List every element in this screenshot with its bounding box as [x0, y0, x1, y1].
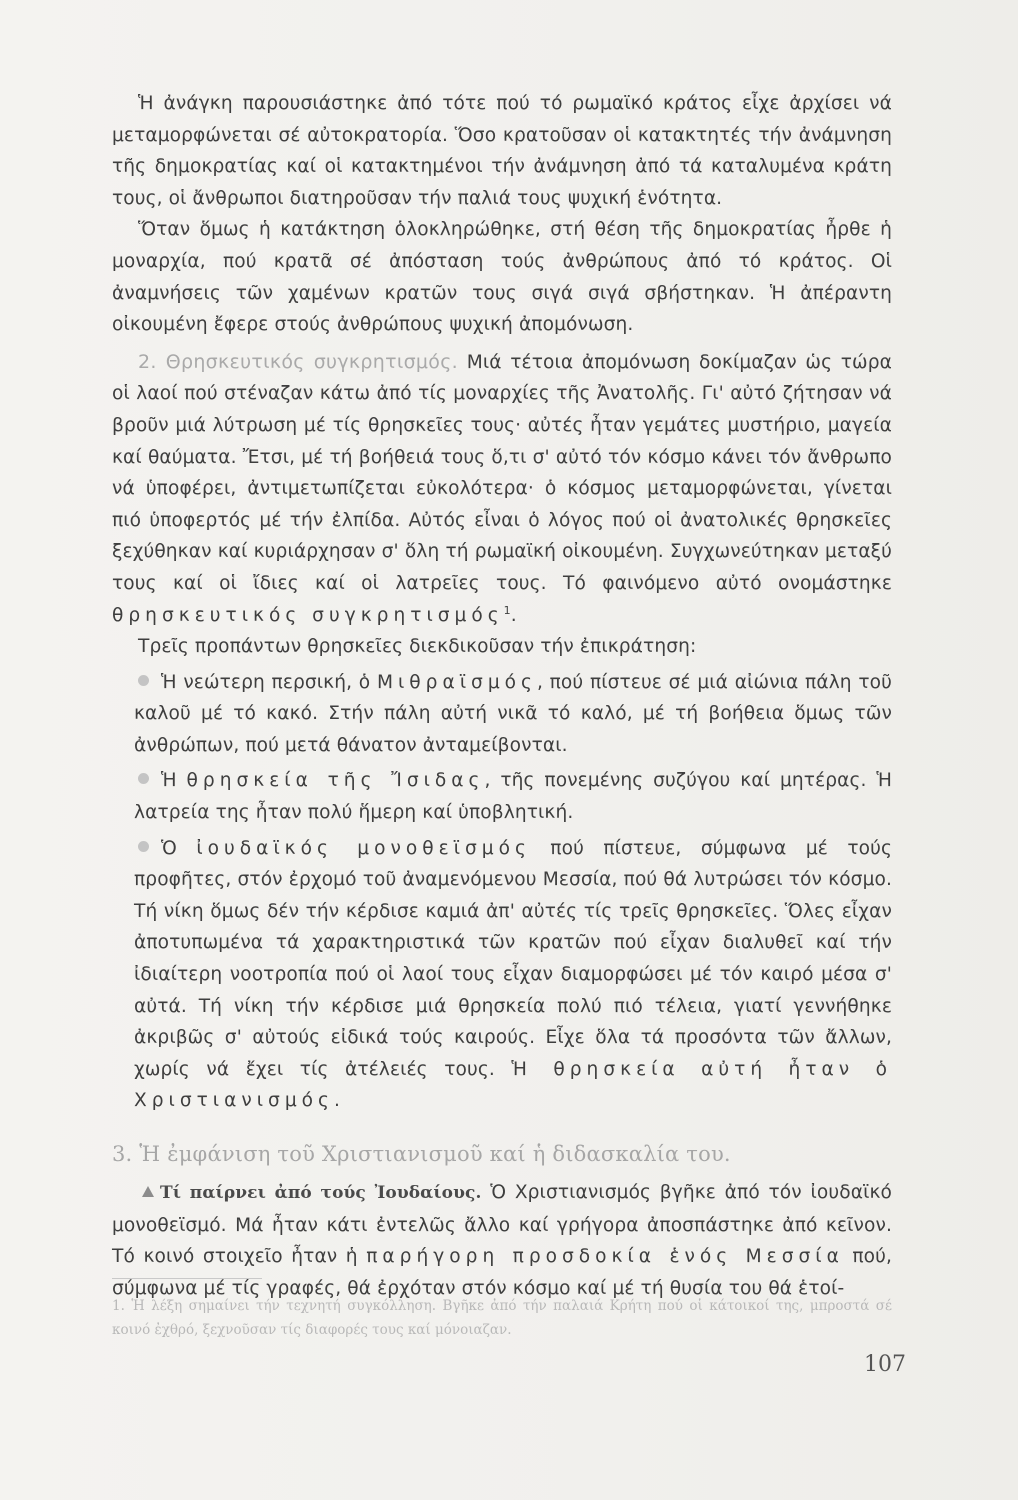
page-number: 107 [864, 1352, 906, 1377]
section-3-paragraph [112, 1177, 892, 1304]
paragraph-2: Ὅταν ὅμως ἡ κατάκτηση ὁλοκληρώθηκε, στή θέση τῆς δημοκρατίας ἦρθε ἡ μοναρχία, πού κρατᾶ σέ ἀπόσταση τούς ἀνθρώπους ἀπό τό κράτος. Οἱ ἀναμνήσεις τῶν χαμένων κρατῶν τους σιγά σιγά σβήστηκαν. Ἡ ἀπέραντη οἰκουμένη ἔφερε στούς ἀνθρώπους ψυχική ἀπομόνωση. [112, 219, 892, 336]
section-3-text-1: Ὁ Χριστιανισμός βγῆκε ἀπό τόν ἰουδαϊκό μονοθεϊσμό. Μά ἦταν κάτι ἐντελῶς ἄλλο καί γρήγορα ἀποσπάστηκε ἀπό κεῖνον. Τό κοινό στοιχεῖο ἦταν ἡ [112, 1182, 892, 1268]
bullet-item-isis [112, 765, 892, 828]
section-2-term: θρησκευτικός συγκρητισμός [112, 604, 504, 626]
bullet-dot-icon [138, 675, 149, 686]
triangle-marker-icon [142, 1186, 154, 1197]
section-3-term: παρήγορη προσδοκία ἑνός Μεσσία [366, 1246, 844, 1268]
bullet-3-post: πού πίστευε, σύμφωνα μέ τούς προφῆτες, στόν ἐρχομό τοῦ ἀναμενόμενου Μεσσία, πού θά λυτρώσει τόν κόσμο. Τή νίκη ὅμως δέν τήν κέρδισε καμιά ἀπ' αὐτές τίς τρεῖς θρησκεῖες. Ὅλες εἶχαν ἀποτυπωμένα τά χαρακτηριστικά τῶν κρατῶν πού εἶχαν διαλυθεῖ καί τήν ἰδιαίτερη νοοτροπία πού οἱ λαοί τους εἶχαν διαμορφώσει μέ τόν καιρό μέσα σ' αὐτά. Τή νίκη τήν κέρδισε μιά θρησκεία πολύ πιό τέλεια, γιατί γεννήθηκε ἀκριβῶς σ' αὐτούς εἰδικά τούς καιρούς. Εἶχε ὅλα τά προσόντα τῶν ἄλλων, χωρίς νά ἔχει τίς ἀτέλειές τους. [134, 837, 892, 1080]
bullet-2-post: , τῆς πονεμένης συζύγου καί μητέρας. Ἡ λατρεία της ἦταν πολύ ἥμερη καί ὑποβλητική. [134, 770, 893, 824]
footnote-mark: 1 [503, 603, 511, 617]
text-column [112, 88, 892, 1304]
bullet-2-pre: Ἡ [161, 770, 177, 792]
bullet-2-term: θρησκεία τῆς Ἴσιδας [186, 770, 485, 792]
bullet-3-term: ἰουδαϊκός μονοθεϊσμός [196, 837, 531, 859]
section-3-runin: Τί παίρνει ἀπό τούς Ἰουδαίους. [160, 1183, 482, 1203]
bullet-item-judaism [112, 833, 892, 1117]
bullet-dot-icon [138, 773, 149, 784]
paragraph-1: Ἡ ἀνάγκη παρουσιάστηκε ἀπό τότε πού τό ρωμαϊκό κράτος εἶχε ἀρχίσει νά μεταμορφώνεται σέ αὐτοκρατορία. Ὅσο κρατοῦσαν οἱ κατακτητές τήν ἀνάμνηση τῆς δημοκρατίας καί οἱ κατακτημένοι τήν ἀνάμνηση ἀπό τά καταλυμένα κράτη τους, οἱ ἄνθρωποι διατηροῦσαν τήν παλιά τους ψυχική ἑνότητα. [112, 93, 892, 209]
footnote: 1. Ἡ λέξη σημαίνει τήν τεχνητή συγκόλληση. Βγῆκε ἀπό τήν παλαιά Κρήτη πού οἱ κάτοικοί της, μπροστά σέ κοινό ἐχθρό, ξεχνοῦσαν τίς διαφορές τους καί μόνοιαζαν. [112, 1298, 892, 1338]
section-2-paragraph [112, 347, 892, 631]
section-2-heading: 2. Θρησκευτικός συγκρητισμός. [138, 350, 459, 373]
section-3-text-2: πού, σύμφωνα μέ τίς γραφές, θά ἐρχόταν στόν κόσμο καί μέ τή θυσία του θά ἑτοί- [112, 1246, 892, 1299]
bullet-1-post: , πού πίστευε σέ μιά αἰώνια πάλη τοῦ καλοῦ μέ τό κακό. Στήν πάλη αὐτή νικᾶ τό καλό, μέ τή βοήθεια ὅμως τῶν ἀνθρώπων, πού μετά θάνατον ἀνταμείβονται. [134, 671, 893, 756]
bullet-3-conclusion: Ἡ θρησκεία αὐτή ἦταν ὁ Χριστιανισμός. [134, 1058, 892, 1112]
footnote-divider [112, 1278, 262, 1279]
section-2-text: Μιά τέτοια ἀπομόνωση δοκίμαζαν ὡς τώρα οἱ λαοί πού στέναζαν κάτω ἀπό τίς μοναρχίες τῆς Ἀνατολῆς. Γι' αὐτό ζήτησαν νά βροῦν μιά λύτρωση μέ τίς θρησκεῖες τους· αὐτές ἦταν γεμάτες μυστήριο, μαγεία καί θαύματα. Ἔτσι, μέ τή βοήθειά τους ὅ,τι σ' αὐτό τόν κόσμο κάνει τόν ἄνθρωπο νά ὑποφέρει, ἀντιμετωπίζεται εὐκολότερα· ὁ κόσμος μεταμορφώνεται, γίνεται πιό ὑποφερτός μέ τήν ἐλπίδα. Αὐτός εἶναι ὁ λόγος πού οἱ ἀνατολικές θρησκεῖες ξεχύθηκαν καί κυριάρχησαν σ' ὅλη τή ρωμαϊκή οἰκουμένη. Συγχωνεύτηκαν μεταξύ τους καί οἱ ἴδιες καί οἱ λατρεῖες τους. Τό φαινόμενο αὐτό ονομάστηκε [112, 351, 892, 594]
bullet-dot-icon [138, 841, 149, 852]
paragraph-3: Τρεῖς προπάντων θρησκεῖες διεκδικοῦσαν τήν ἐπικράτηση: [138, 636, 697, 658]
bullet-item-mithraism [112, 667, 892, 762]
bullet-1-pre: Ἡ νεώτερη περσική, ὁ [161, 671, 371, 693]
section-2-dot: . [510, 604, 517, 626]
section-3-heading: 3. Ἡ ἐμφάνιση τοῦ Χριστιανισμοῦ καί ἡ διδασκαλία του. [112, 1142, 731, 1166]
bullet-1-term: Μιθραϊσμός [376, 671, 537, 693]
bullet-3-pre: Ὁ [161, 837, 177, 859]
